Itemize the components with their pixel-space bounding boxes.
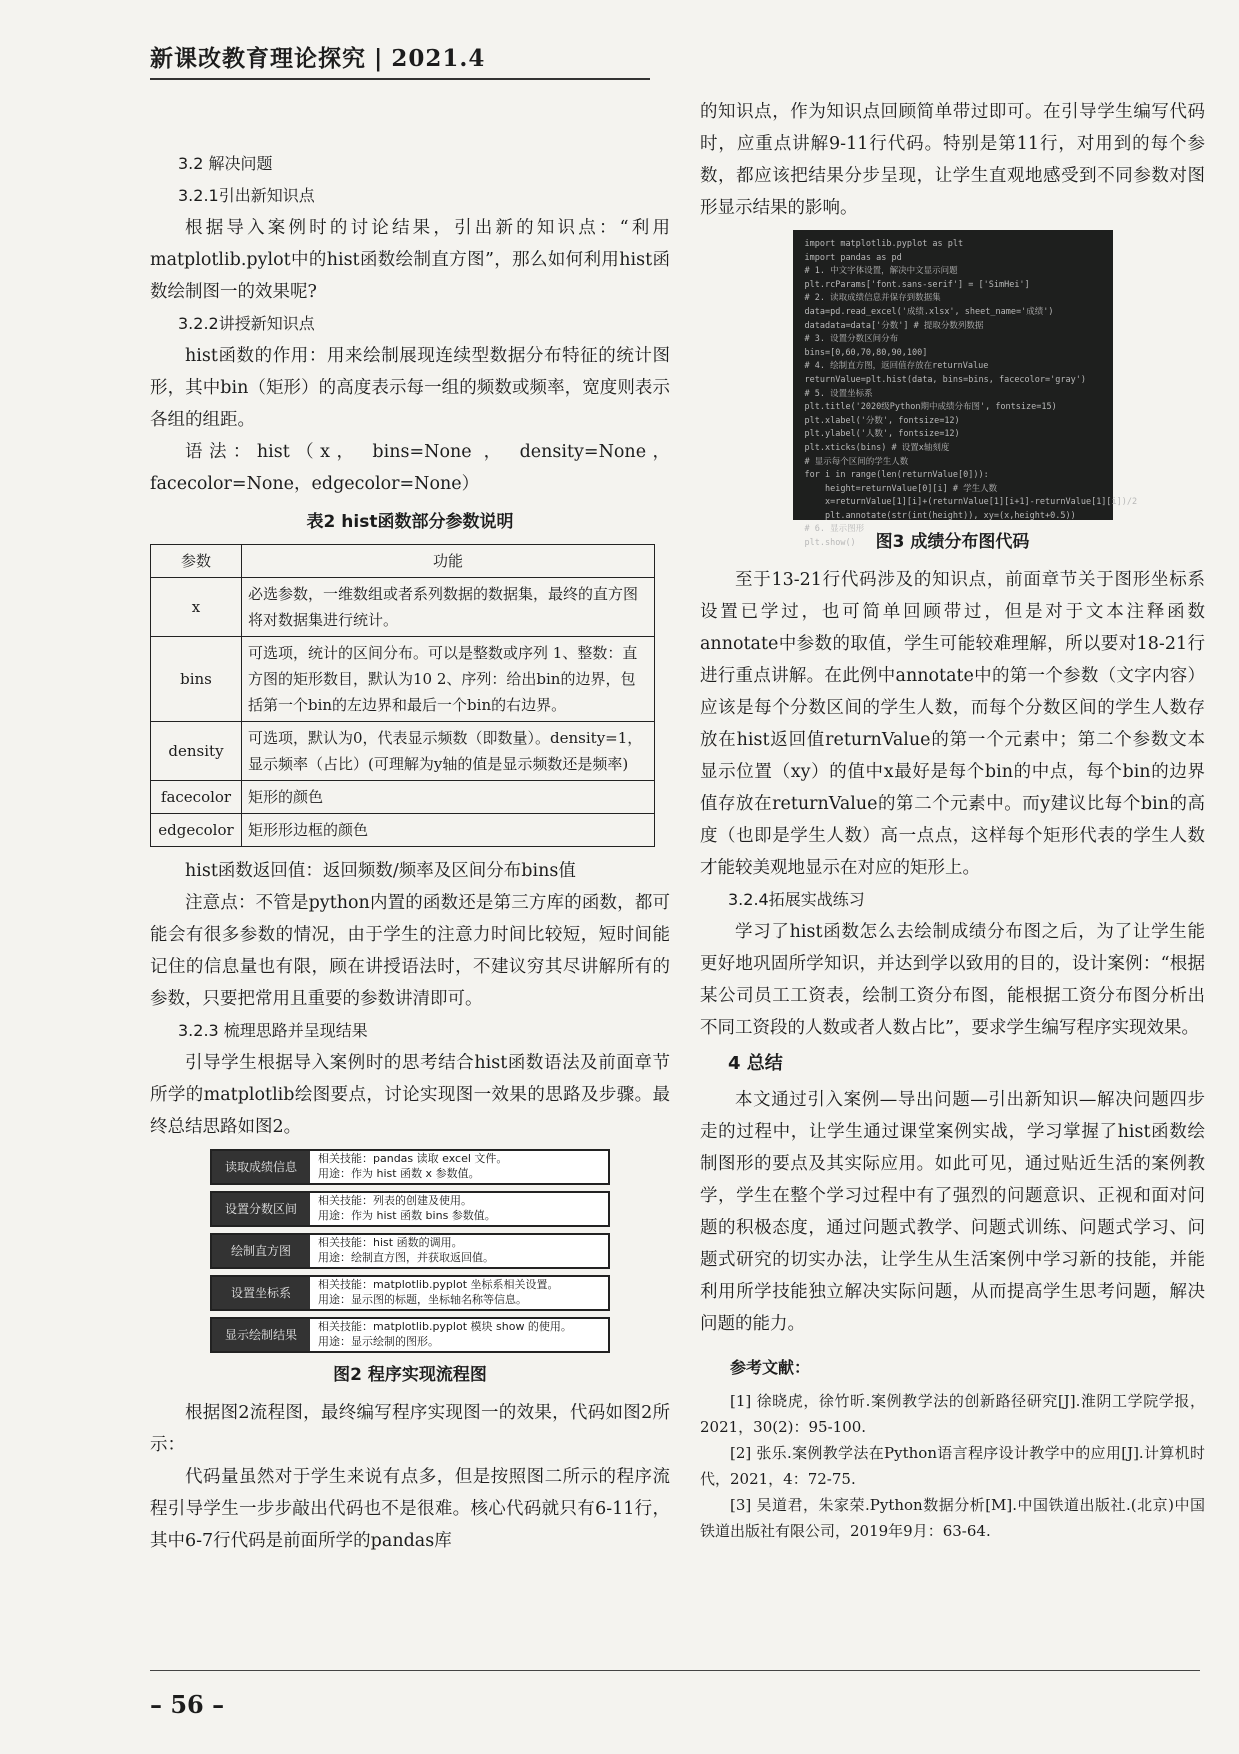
paragraph: 语法：hist（x， bins=None ， density=None，facecolor=None，edgecolor=None） <box>150 442 670 494</box>
paragraph: 代码量虽然对于学生来说有点多，但是按照图二所示的程序流程引导学生一步步敲出代码也不是很难。核心代码就只有6-11行，其中6-7行代码是前面所学的pandas库 <box>150 1467 670 1551</box>
footer-rule <box>150 1670 1200 1671</box>
paragraph: 本文通过引入案例—导出问题—引出新知识—解决问题四步走的过程中，让学生通过课堂案例实战，学习掌握了hist函数绘制图形的要点及其实际应用。如此可见，通过贴近生活的案例教学，学生在整个学习过程中有了强烈的问题意识、正视和面对问题的积极态度，通过问题式教学、问题式训练、问题式学习、问题式研究的切实办法，让学生从生活案例中学习新的技能，并能利用所学技能独立解决实际问题，从而提高学生思考问题，解决问题的能力。 <box>700 1090 1205 1334</box>
figure-3-caption: 图3 成绩分布图代码 <box>875 532 1030 552</box>
code-line: height=returnValue[0][i] # 学生人数 <box>804 483 998 494</box>
paragraph: hist函数返回值：返回频数/频率及区间分布bins值 <box>185 861 576 881</box>
flow-skill: 相关技能：hist 函数的调用。 <box>318 1236 463 1249</box>
code-line: data=pd.read_excel('成绩.xlsx', sheet_name='成绩') <box>804 306 1054 317</box>
section-3-2-4: 3.2.4拓展实战练习 <box>728 890 865 909</box>
flow-use: 用途：作为 hist 函数 bins 参数值。 <box>318 1209 496 1222</box>
reference-item: [3] 吴道君，朱家荣.Python数据分析[M].中国铁道出版社.(北京)中国铁道出版社有限公司，2019年9月：63-64. <box>700 1496 1205 1540</box>
paragraph: 的知识点，作为知识点回顾简单带过即可。在引导学生编写代码时，应重点讲解9-11行代码。特别是第11行，对用到的每个参数，都应该把结果分步呈现，让学生直观地感受到不同参数对图形显示结果的影响。 <box>700 102 1205 218</box>
flow-step <box>210 1275 610 1311</box>
figure-2-caption: 图2 程序实现流程图 <box>333 1365 487 1385</box>
flow-step-text <box>310 1235 608 1267</box>
flow-skill: 相关技能：matplotlib.pyplot 模块 show 的使用。 <box>318 1320 572 1333</box>
flowchart <box>210 1149 610 1353</box>
param-name: x <box>151 578 242 637</box>
param-desc: 矩形的颜色 <box>242 781 655 814</box>
code-line: returnValue=plt.hist(data, bins=bins, facecolor='gray') <box>804 374 1086 385</box>
paragraph: 引导学生根据导入案例时的思考结合hist函数语法及前面章节所学的matplotlib绘图要点，讨论实现图一效果的思路及步骤。最终总结思路如图2。 <box>150 1053 670 1137</box>
reference-item: [2] 张乐.案例教学法在Python语言程序设计教学中的应用[J].计算机时代，2021，4：72-75. <box>700 1444 1205 1488</box>
code-line: plt.xticks(bins) # 设置x轴刻度 <box>804 442 950 453</box>
code-line: plt.rcParams['font.sans-serif'] = ['SimHei'] <box>804 279 1030 290</box>
code-line: # 5. 设置坐标系 <box>804 388 873 399</box>
params-table <box>150 544 655 847</box>
right-column <box>700 96 1205 1544</box>
paragraph: 至于13-21行代码涉及的知识点，前面章节关于图形坐标系设置已学过，也可简单回顾带过，但是对于文本注释函数annotate中参数的取值，学生可能较难理解，所以要对18-21行进行重点讲解。在此例中annotate中的第一个参数（文字内容）应该是每个分数区间的学生人数，而每个分数区间的学生人数存放在hist返回值returnValue的第一个元素中；第二个参数文本显示位置（xy）的值中x最好是每个bin的中点，每个bin的边界值存放在returnValue的第二个元素中。而y建议比每个bin的高度（也即是学生人数）高一点点，这样每个矩形代表的学生人数才能较美观地显示在对应的矩形上。 <box>700 570 1205 878</box>
section-3-2: 3.2 解决问题 <box>178 154 273 173</box>
code-line: # 6. 显示图形 <box>804 524 865 535</box>
table-row <box>151 637 655 722</box>
flow-skill: 相关技能：列表的创建及使用。 <box>318 1194 472 1207</box>
code-line: # 2. 读取成绩信息并保存到数据集 <box>804 293 941 304</box>
code-line: import pandas as pd <box>804 252 902 263</box>
table-header-cell: 参数 <box>151 545 242 578</box>
flow-use: 用途：显示绘制的图形。 <box>318 1335 439 1348</box>
page-number: – 56 – <box>150 1690 225 1719</box>
section-4: 4 总结 <box>728 1053 783 1074</box>
header-separator: | <box>374 45 384 72</box>
code-line: datadata=data['分数'] # 提取分数列数据 <box>804 320 984 331</box>
table-header-row <box>151 545 655 578</box>
flow-step <box>210 1233 610 1269</box>
section-3-2-3: 3.2.3 梳理思路并呈现结果 <box>178 1021 368 1040</box>
code-line: plt.title('2020级Python期中成绩分布图', fontsize=15) <box>804 402 1057 413</box>
table-row <box>151 722 655 781</box>
paragraph: 注意点：不管是python内置的函数还是第三方库的函数，都可能会有很多参数的情况，由于学生的注意力时间比较短，短时间能记住的信息量也有限，顾在讲授语法时，不建议穷其尽讲解所有的参数，只要把常用且重要的参数讲清即可。 <box>150 893 670 1009</box>
table-row <box>151 578 655 637</box>
paragraph: 根据导入案例时的讨论结果，引出新的知识点：“利用matplotlib.pylot中的hist函数绘制直方图”，那么如何利用hist函数绘制图一的效果呢? <box>150 218 670 302</box>
flow-use: 用途：作为 hist 函数 x 参数值。 <box>318 1167 480 1180</box>
param-desc: 可选项，默认为0，代表显示频数（即数量）。density=1，显示频率（占比）(可理解为y轴的值是显示频数还是频率) <box>242 722 655 781</box>
flow-use: 用途：绘制直方图，并获取返回值。 <box>318 1251 494 1264</box>
paragraph: 根据图2流程图，最终编写程序实现图一的效果，代码如图2所示： <box>150 1403 670 1455</box>
journal-title: 新课改教育理论探究 <box>150 45 366 72</box>
code-line: # 3. 设置分数区间分布 <box>804 334 899 345</box>
flow-step-text <box>310 1193 608 1225</box>
flow-step-text <box>310 1277 608 1309</box>
param-name: density <box>151 722 242 781</box>
code-line: # 1. 中文字体设置，解决中文显示问题 <box>804 266 958 277</box>
section-3-2-1: 3.2.1引出新知识点 <box>178 186 315 205</box>
journal-issue: 2021.4 <box>391 45 486 72</box>
code-line: plt.xlabel('分数', fontsize=12) <box>804 415 960 426</box>
header-rule <box>150 78 650 80</box>
flow-step-box: 读取成绩信息 <box>212 1151 310 1183</box>
table-header-cell: 功能 <box>242 545 655 578</box>
code-line: plt.annotate(str(int(height)), xy=(x,height+0.5)) <box>804 510 1076 521</box>
code-line: plt.ylabel('人数', fontsize=12) <box>804 429 960 440</box>
journal-header <box>150 40 485 73</box>
param-name: edgecolor <box>151 814 242 847</box>
param-name: facecolor <box>151 781 242 814</box>
table-row <box>151 781 655 814</box>
references-title: 参考文献： <box>730 1358 811 1377</box>
paragraph: hist函数的作用：用来绘制展现连续型数据分布特征的统计图形，其中bin（矩形）的高度表示每一组的频数或频率，宽度则表示各组的组距。 <box>150 346 670 430</box>
code-line: import matplotlib.pyplot as plt <box>804 239 964 249</box>
code-line: # 显示每个区间的学生人数 <box>804 456 909 467</box>
paragraph: 学习了hist函数怎么去绘制成绩分布图之后，为了让学生能更好地巩固所学知识，并达到学以致用的目的，设计案例：“根据某公司员工工资表，绘制工资分布图，能根据工资分布图分析出不同工资段的人数或者人数占比”，要求学生编写程序实现效果。 <box>700 922 1205 1038</box>
param-desc: 矩形形边框的颜色 <box>242 814 655 847</box>
flow-step-box: 设置坐标系 <box>212 1277 310 1309</box>
flow-step <box>210 1149 610 1185</box>
flow-step-text <box>310 1151 608 1183</box>
param-desc: 必选参数，一维数组或者系列数据的数据集，最终的直方图将对数据集进行统计。 <box>242 578 655 637</box>
reference-item: [1] 徐晓虎，徐竹昕.案例教学法的创新路径研究[J].淮阴工学院学报，2021，30(2)：95-100. <box>700 1392 1205 1436</box>
flow-step-box: 设置分数区间 <box>212 1193 310 1225</box>
code-line: for i in range(len(returnValue[0])): <box>804 470 989 481</box>
flow-step <box>210 1317 610 1353</box>
flow-skill: 相关技能：matplotlib.pyplot 坐标系相关设置。 <box>318 1278 559 1291</box>
flow-step <box>210 1191 610 1227</box>
table-row <box>151 814 655 847</box>
table-caption: 表2 hist函数部分参数说明 <box>306 512 514 532</box>
left-column <box>150 148 670 1557</box>
section-3-2-2: 3.2.2讲授新知识点 <box>178 314 315 333</box>
flow-step-text <box>310 1319 608 1351</box>
flow-use: 用途：显示图的标题，坐标轴名称等信息。 <box>318 1293 527 1306</box>
code-line: bins=[0,60,70,80,90,100] <box>804 347 928 358</box>
param-desc: 可选项，统计的区间分布。可以是整数或序列 1、整数：直方图的矩形数目，默认为10 2、序列：给出bin的边界，包括第一个bin的左边界和最后一个bin的右边界。 <box>242 637 655 722</box>
flow-step-box: 显示绘制结果 <box>212 1319 310 1351</box>
code-line: x=returnValue[1][i]+(returnValue[1][i+1]-returnValue[1][i])/2 <box>804 497 1138 508</box>
code-line: # 4. 绘制直方图，返回值存放在returnValue <box>804 361 989 372</box>
param-name: bins <box>151 637 242 722</box>
flow-step-box: 绘制直方图 <box>212 1235 310 1267</box>
code-line: plt.show() <box>804 538 856 549</box>
flow-skill: 相关技能：pandas 读取 excel 文件。 <box>318 1152 508 1165</box>
